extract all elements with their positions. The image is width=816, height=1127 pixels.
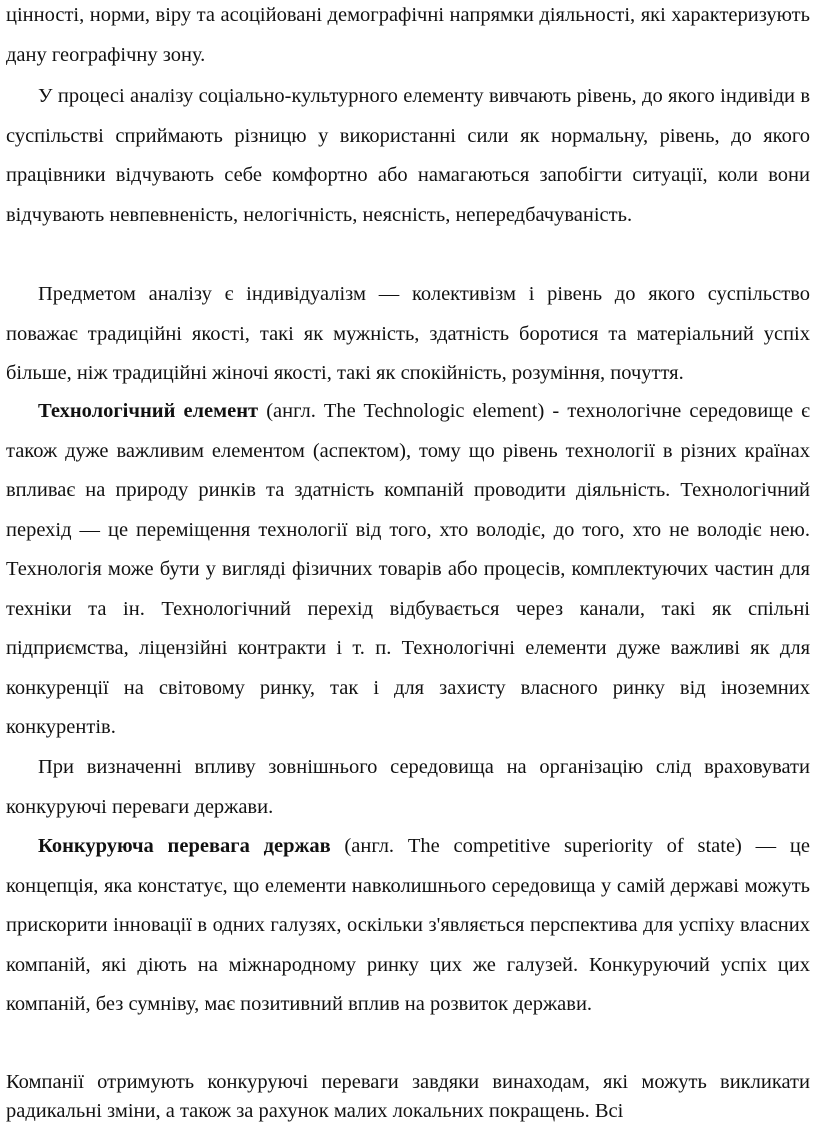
paragraph-technologic-element-text: (англ. The Technologic element) - технологічне середовище є також дуже важливим елементом (аспектом), тому що рівень технології в різних країнах впливає на природу ринків та здатність компаній проводити діяльність. Технологічний перехід — це переміщення технології від того, хто володіє, до того, хто не володіє нею. Технологія може бути у вигляді фізичних товарів або процесів, комплектуючих частин для техніки та ін. Технологічний перехід відбувається через канали, такі як спільні підприємства, ліцензійні контракти і т. п. Технологічні елементи дуже важливі як для конкуренції на світовому ринку, так і для захисту власного ринку від іноземних конкурентів. bbox=[6, 400, 810, 738]
term-competitive-superiority: Конкуруюча перевага держав bbox=[38, 835, 331, 857]
term-technologic-element: Технологічний елемент bbox=[38, 400, 259, 422]
paragraph-sociocultural-analysis: У процесі аналізу соціально-культурного елементу вивчають рівень, до якого індивіди в суспільстві сприймають різницю у використанні сили як нормальну, рівень, до якого працівники відчувають себе комфортно або намагаються запобігти ситуації, коли вони відчувають невпевненість, нелогічність, неясність, непередбачуваність. bbox=[6, 85, 810, 226]
paragraph-technologic-element bbox=[6, 392, 810, 748]
paragraph-companies-advantages: Компанії отримують конкуруючі переваги завдяки винаходам, які можуть викликати радикальні зміни, а також за рахунок малих локальних покращень. Всі bbox=[6, 1071, 810, 1122]
paragraph-external-environment: При визначенні впливу зовнішнього середовища на організацію слід враховувати конкуруючі переваги держави. bbox=[6, 756, 810, 818]
paragraph-individualism: Предметом аналізу є індивідуалізм — колективізм і рівень до якого суспільство поважає традиційні якості, такі як мужність, здатність боротися та матеріальний успіх більше, ніж традиційні жіночі якості, такі як спокійність, розуміння, почуття. bbox=[6, 283, 810, 384]
paragraph-competitive-superiority bbox=[6, 827, 810, 1025]
paragraph-competitive-superiority-text: (англ. The competitive superiority of state) — це концепція, яка констатує, що елементи навколишнього середовища у самій державі можуть прискорити інновації в одних галузях, оскільки з'являється перспектива для успіху власних компаній, які діють на міжнародному ринку цих же галузей. Конкуруючий успіх цих компаній, без сумніву, має позитивний вплив на розвиток держави. bbox=[6, 835, 810, 1015]
paragraph-values: цінності, норми, віру та асоційовані демографічні напрямки діяльності, які характеризують дану географічну зону. bbox=[6, 4, 810, 66]
